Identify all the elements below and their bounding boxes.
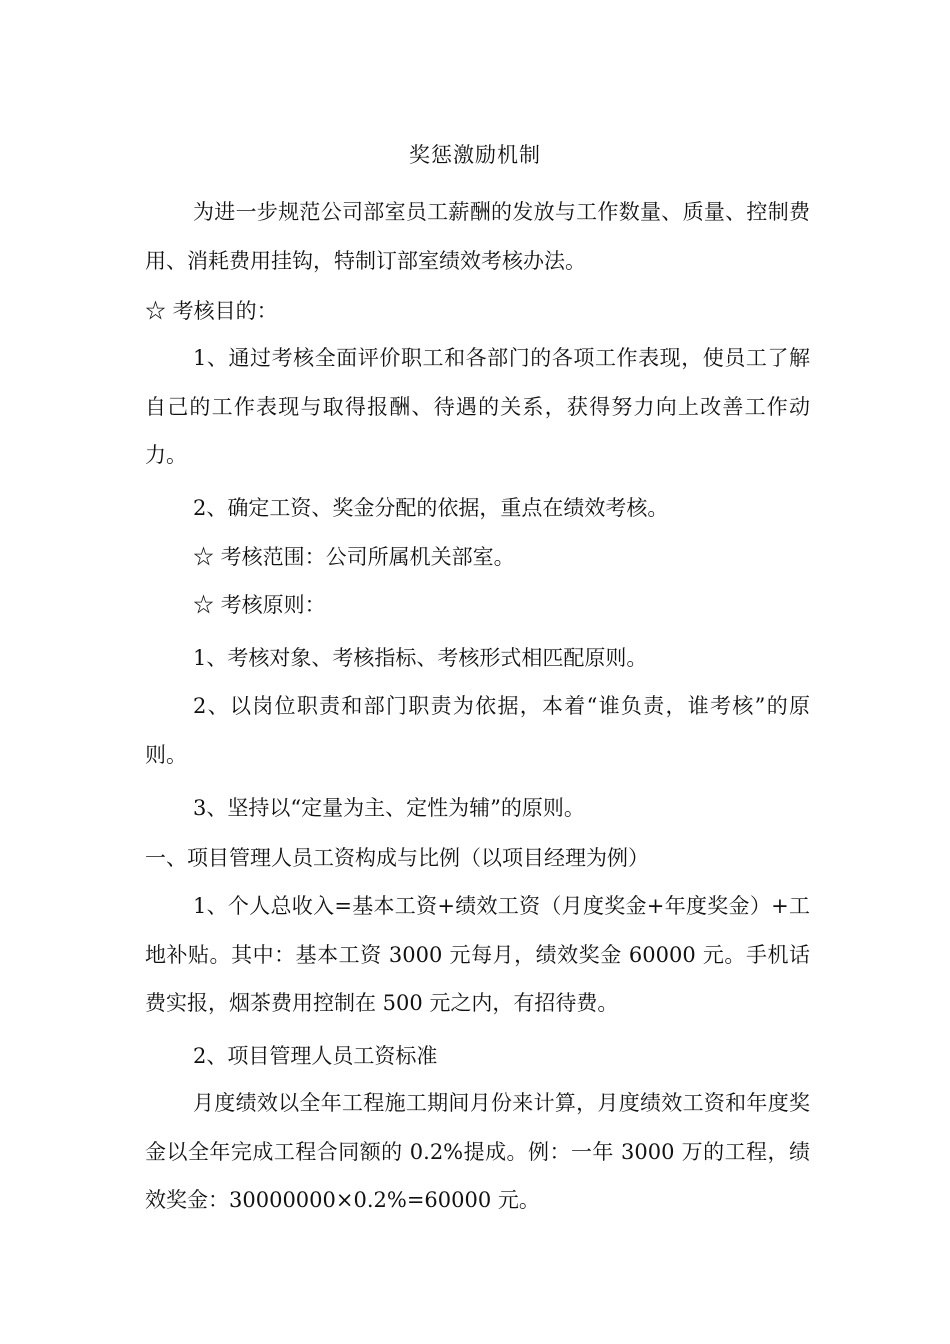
paragraph-principle-1: 1、考核对象、考核指标、考核形式相匹配原则。 — [193, 646, 648, 670]
heading-purpose: ☆ 考核目的： — [145, 299, 278, 323]
paragraph-purpose-1-text: 1、通过考核全面评价职工和各部门的各项工作表现，使员工了解自己的工作表现与取得报酬、待遇的关系，获得努力向上改善工作动力。 — [145, 346, 810, 467]
paragraph-purpose-1 — [145, 334, 810, 480]
heading-section-1: 一、项目管理人员工资构成与比例（以项目经理为例） — [145, 846, 649, 870]
paragraph-principle-2-text: 2、以岗位职责和部门职责为依据，本着“谁负责，谁考核”的原则。 — [145, 694, 810, 767]
paragraph-principle-2 — [145, 682, 810, 779]
paragraph-intro — [145, 188, 810, 285]
paragraph-intro-text: 为进一步规范公司部室员工薪酬的发放与工作数量、质量、控制费用、消耗费用挂钩，特制订部室绩效考核办法。 — [145, 200, 810, 273]
heading-principles: ☆ 考核原则： — [193, 593, 326, 617]
heading-scope: ☆ 考核范围：公司所属机关部室。 — [193, 545, 515, 569]
document-title: 奖惩激励机制 — [409, 143, 541, 167]
paragraph-income — [145, 882, 810, 1028]
paragraph-principle-3: 3、坚持以“定量为主、定性为辅”的原则。 — [193, 796, 585, 820]
paragraph-purpose-2: 2、确定工资、奖金分配的依据，重点在绩效考核。 — [193, 496, 669, 520]
paragraph-income-text: 1、个人总收入=基本工资+绩效工资（月度奖金+年度奖金）+工地补贴。其中：基本工资 3000 元每月，绩效奖金 60000 元。手机话费实报，烟茶费用控制在 500 元之内，有招待费。 — [145, 894, 810, 1015]
paragraph-bonus — [145, 1079, 810, 1225]
heading-salary-standard: 2、项目管理人员工资标准 — [193, 1044, 438, 1068]
paragraph-bonus-text: 月度绩效以全年工程施工期间月份来计算，月度绩效工资和年度奖金以全年完成工程合同额的 0.2%提成。例：一年 3000 万的工程，绩效奖金：30000000×0.2%=60000 元。 — [145, 1091, 810, 1212]
